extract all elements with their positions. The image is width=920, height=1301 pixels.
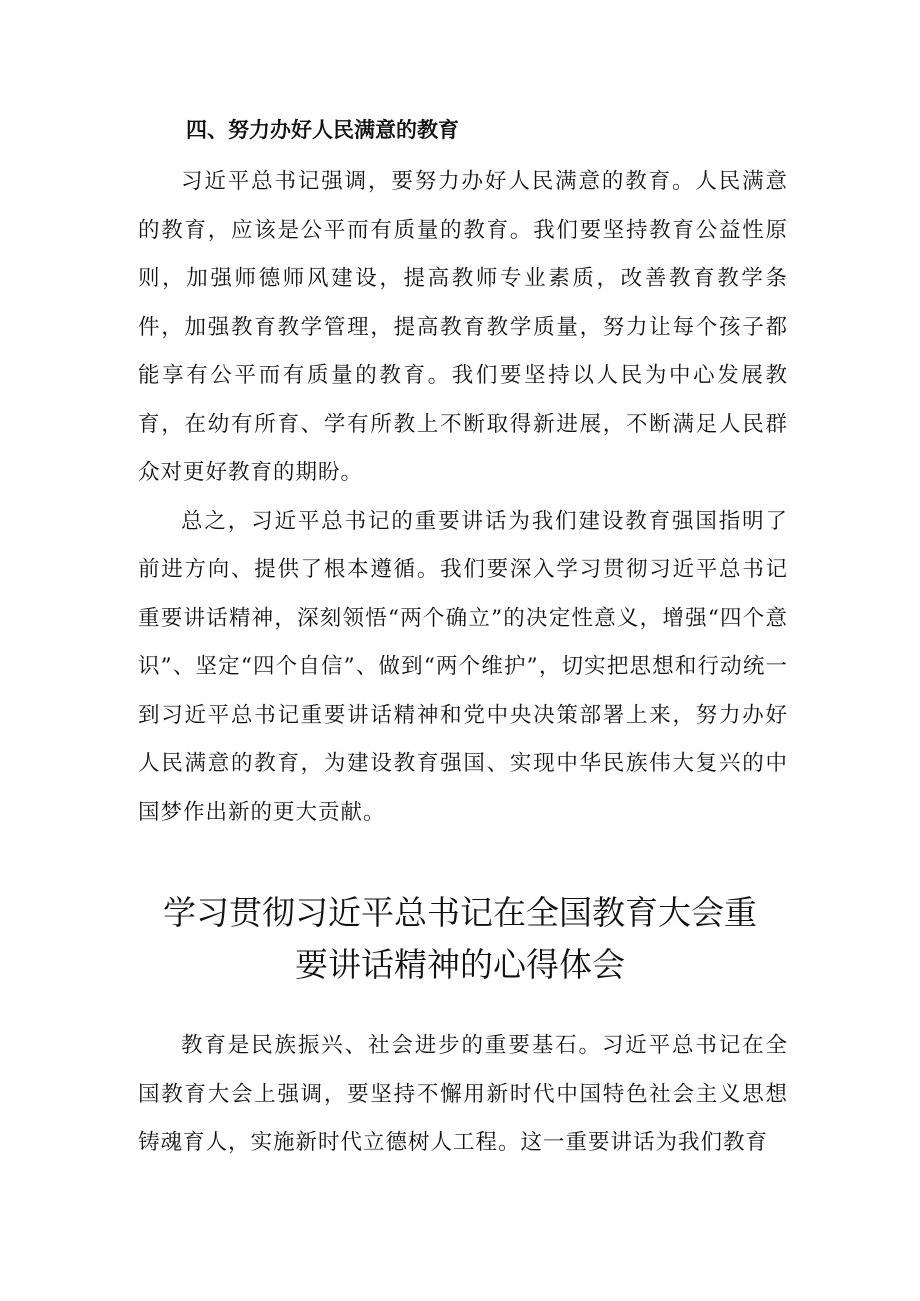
- article-title-line-1: 学习贯彻习近平总书记在全国教育大会重: [163, 893, 757, 932]
- conclusion-paragraph: 总之，习近平总书记的重要讲话为我们建设教育强国指明了前进方向、提供了根本遵循。我们要深入学习贯彻习近平总书记重要讲话精神，深刻领悟“两个确立”的决定性意义，增强“四个意识”、坚定“四个自信”、做到“两个维护”，切实把思想和行动统一到习近平总书记重要讲话精神和党中央决策部署上来，努力办好人民满意的教育，为建设教育强国、实现中华民族伟大复兴的中国梦作出新的更大贡献。: [138, 508, 788, 825]
- section-heading: 四、努力办好人民满意的教育: [186, 118, 459, 142]
- section-four: [138, 110, 788, 837]
- article-title-line-2: 要讲话精神的心得体会: [295, 945, 625, 984]
- article-body: [138, 1022, 788, 1168]
- body-paragraph: 习近平总书记强调，要努力办好人民满意的教育。人民满意的教育，应该是公平而有质量的教育。我们要坚持教育公益性原则，加强师德师风建设，提高教师专业素质，改善教育教学条件，加强教育教学管理，提高教育教学质量，努力让每个孩子都能享有公平而有质量的教育。我们要坚持以人民为中心发展教育，在幼有所育、学有所教上不断取得新进展，不断满足人民群众对更好教育的期盼。: [138, 169, 788, 485]
- article-title: [60, 887, 860, 991]
- intro-paragraph: 教育是民族振兴、社会进步的重要基石。习近平总书记在全国教育大会上强调，要坚持不懈用新时代中国特色社会主义思想铸魂育人，实施新时代立德树人工程。这一重要讲话为我们教育: [138, 1033, 788, 1155]
